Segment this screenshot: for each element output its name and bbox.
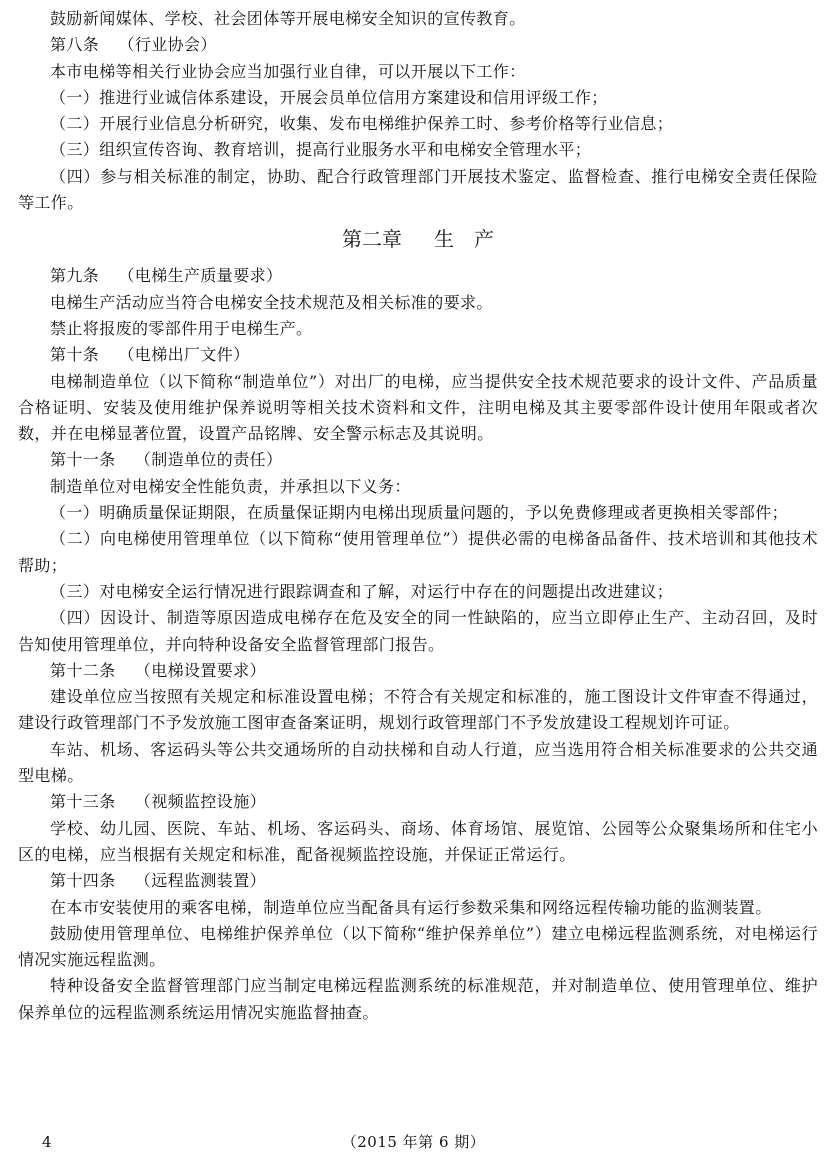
issue-label: （2015 年第 6 期） xyxy=(341,1133,486,1151)
article-number: 第八条 xyxy=(50,35,100,55)
paragraph: 建设单位应当按照有关规定和标准设置电梯；不符合有关规定和标准的，施工图设计文件审查不得通过，建设行政管理部门不予发放施工图审查备案证明，规划行政管理部门不予发放建设工程规划许可证。 xyxy=(18,687,818,733)
paragraph: 制造单位对电梯安全性能负责，并承担以下义务： xyxy=(50,476,411,496)
list-item: （三）组织宣传咨询、教育培训，提高行业服务水平和电梯安全管理水平； xyxy=(50,140,592,160)
article-number: 第九条 xyxy=(50,266,100,286)
article-heading-9 xyxy=(18,263,818,289)
paragraph: 在本市安装使用的乘客电梯，制造单位应当配备具有运行参数采集和网络远程传输功能的监测装置。 xyxy=(50,897,772,917)
page-number: 4 xyxy=(42,1133,52,1151)
article-number: 第十一条 xyxy=(50,450,116,470)
article-heading-12 xyxy=(18,658,818,684)
article-number: 第十二条 xyxy=(50,660,116,680)
article-heading-10 xyxy=(18,342,818,368)
paragraph: 电梯制造单位（以下简称“制造单位”）对出厂的电梯，应当提供安全技术规范要求的设计文件、产品质量合格证明、安装及使用维护保养说明等相关技术资料和文件，注明电梯及其主要零部件设计使用年限或者次数，并在电梯显著位置，设置产品铭牌、安全警示标志及其说明。 xyxy=(18,371,818,444)
article-title: （制造单位的责任） xyxy=(134,450,283,470)
list-item: （四）因设计、制造等原因造成电梯存在危及安全的同一性缺陷的，应当立即停止生产、主动召回，及时告知使用管理单位，并向特种设备安全监督管理部门报告。 xyxy=(18,608,818,654)
article-heading-13 xyxy=(18,789,818,815)
article-title: （视频监控设施） xyxy=(134,792,266,812)
list-item: （一）推进行业诚信体系建设，开展会员单位信用方案建设和信用评级工作； xyxy=(50,87,608,107)
chapter-number: 第二章 xyxy=(342,227,402,252)
paragraph: 电梯生产活动应当符合电梯安全技术规范及相关标准的要求。 xyxy=(50,292,493,312)
article-heading-11 xyxy=(18,447,818,473)
paragraph: 鼓励使用管理单位、电梯维护保养单位（以下简称“维护保养单位”）建立电梯远程监测系统，对电梯运行情况实施远程监测。 xyxy=(18,923,818,970)
paragraph: 学校、幼儿园、医院、车站、机场、客运码头、商场、体育场馆、展览馆、公园等公众聚集场所和住宅小区的电梯，应当根据有关规定和标准，配备视频监控设施，并保证正常运行。 xyxy=(18,818,818,864)
article-title: （电梯出厂文件） xyxy=(118,345,250,365)
article-title: （行业协会） xyxy=(118,35,217,55)
article-number: 第十三条 xyxy=(50,792,116,812)
article-number: 第十条 xyxy=(50,345,100,365)
list-item: （一）明确质量保证期限，在质量保证期内电梯出现质量问题的，予以免费修理或者更换相关零部件； xyxy=(50,503,789,523)
list-item: （四）参与相关标准的制定，协助、配合行政管理部门开展技术鉴定、监督检查、推行电梯安全责任保险等工作。 xyxy=(18,166,818,213)
paragraph: 本市电梯等相关行业协会应当加强行业自律，可以开展以下工作： xyxy=(50,61,526,81)
article-title: （电梯生产质量要求） xyxy=(118,266,283,286)
list-item: （二）开展行业信息分析研究，收集、发布电梯维护保养工时、参考价格等行业信息； xyxy=(50,114,674,134)
article-title: （电梯设置要求） xyxy=(134,660,266,680)
list-item: （二）向电梯使用管理单位（以下简称“使用管理单位”）提供必需的电梯备品备件、技术培训和其他技术帮助； xyxy=(18,529,818,575)
paragraph: 禁止将报废的零部件用于电梯生产。 xyxy=(50,318,313,338)
paragraph: 车站、机场、客运码头等公共交通场所的自动扶梯和自动人行道，应当选用符合相关标准要求的公共交通型电梯。 xyxy=(18,739,818,786)
paragraph: 特种设备安全监督管理部门应当制定电梯远程监测系统的标准规范，并对制造单位、使用管理单位、维护保养单位的远程监测系统运用情况实施监督抽查。 xyxy=(18,976,818,1022)
chapter-title: 生 产 xyxy=(434,227,494,252)
article-heading-14 xyxy=(18,868,818,894)
article-heading-8 xyxy=(18,32,818,58)
chapter-heading xyxy=(18,226,818,252)
page-footer xyxy=(0,1130,827,1154)
document-body xyxy=(18,6,818,1026)
paragraph: 鼓励新闻媒体、学校、社会团体等开展电梯安全知识的宣传教育。 xyxy=(50,9,526,28)
article-title: （远程监测装置） xyxy=(134,871,266,891)
list-item: （三）对电梯安全运行情况进行跟踪调查和了解，对运行中存在的问题提出改进建议； xyxy=(50,581,674,601)
article-number: 第十四条 xyxy=(50,871,116,891)
